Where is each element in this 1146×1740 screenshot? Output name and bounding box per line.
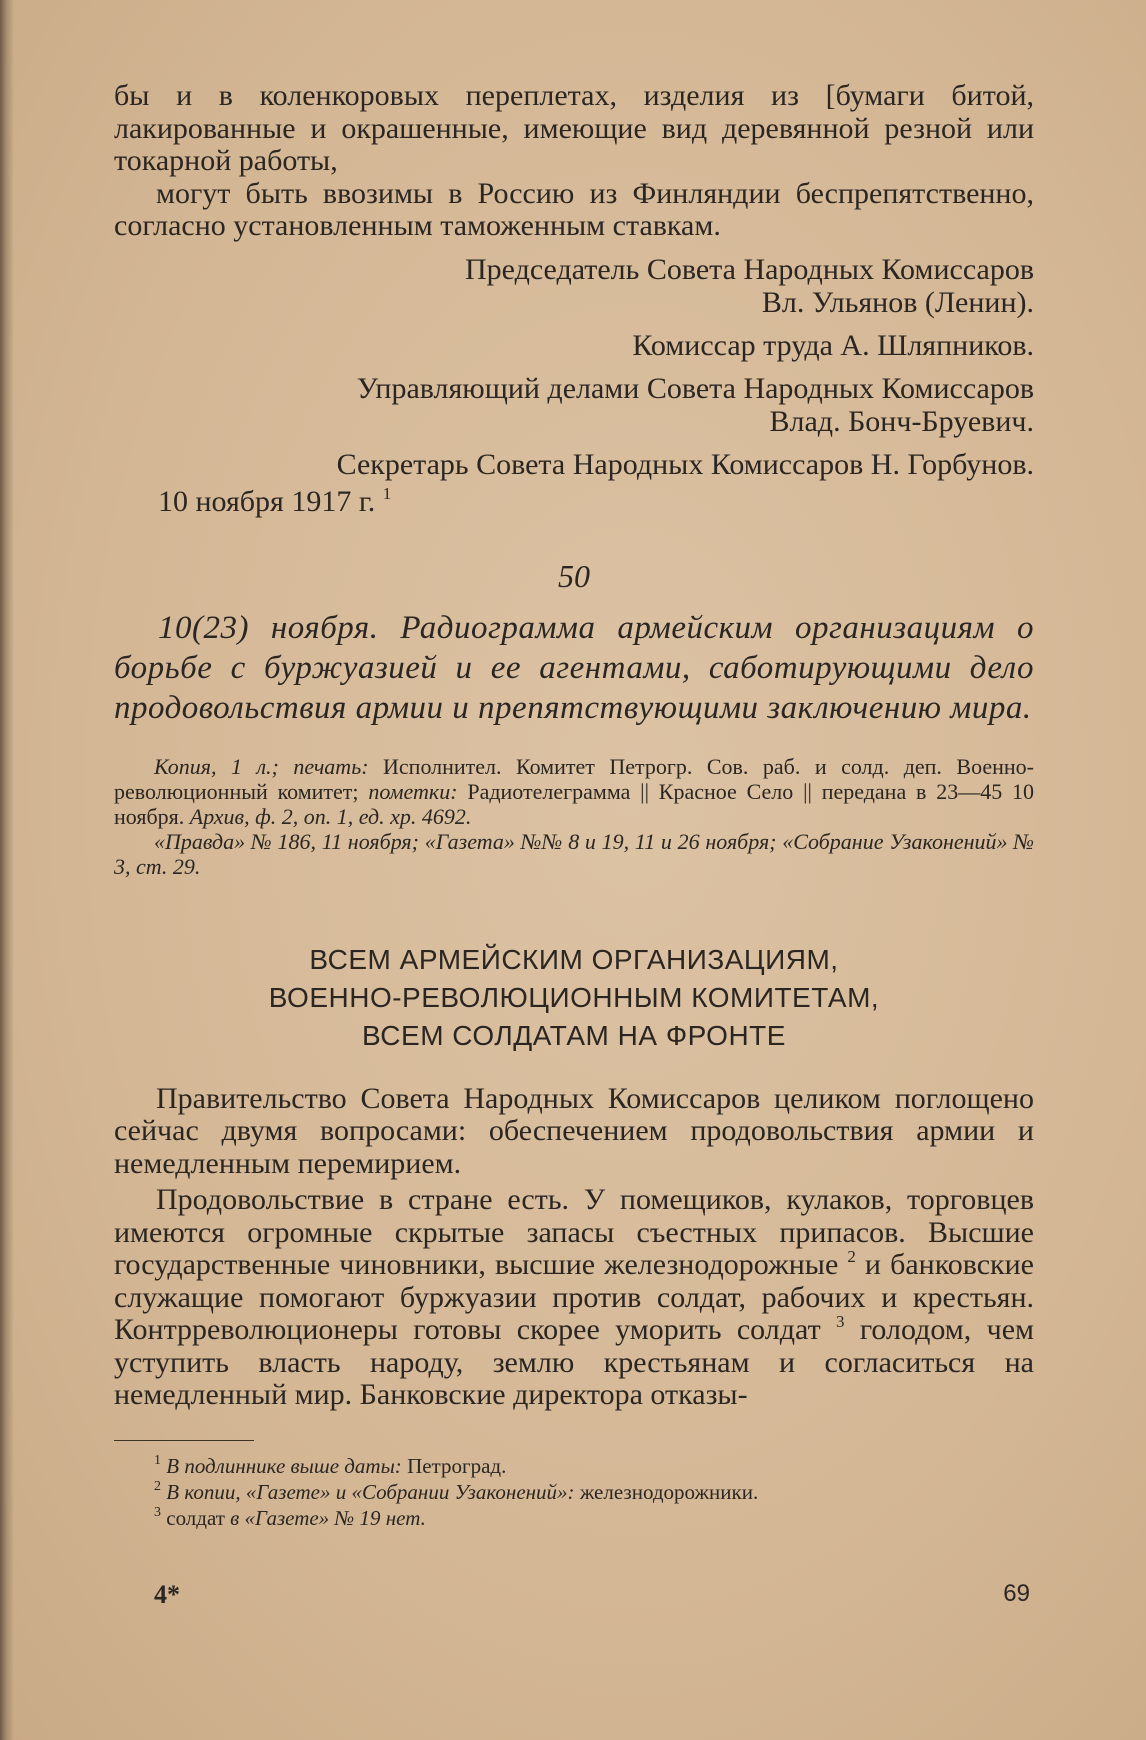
document-heading bbox=[114, 941, 1034, 1055]
heading-line-2: ВОЕННО-РЕВОЛЮЦИОННЫМ КОМИТЕТАМ, bbox=[268, 981, 880, 1013]
page-number: 69 bbox=[1003, 1580, 1030, 1607]
source-publications: «Правда» № 186, 11 ноября; «Газета» №№ 8 и 19, 11 и 26 ноября; «Собрание Узаконений» № 3, ст. 29. bbox=[114, 828, 1034, 879]
source-archive: Копия, 1 л.; печать: Исполнител. Комитет Петрогр. Сов. раб. и солд. деп. Военно-революционный комитет; пометки: Радиотелеграмма || Красное Село || передана в 23—45 10 ноября. Архив, ф. 2, оп. 1, ед. хр. 4692. bbox=[114, 753, 1034, 829]
source-notes bbox=[114, 754, 1034, 879]
footnote-3: $^3$ солдат в «Газете» № 19 нет. bbox=[154, 1504, 426, 1530]
page-left-edge bbox=[0, 0, 14, 1740]
footnotes bbox=[114, 1453, 1034, 1531]
manager-name: Влад. Бонч-Бруевич. bbox=[769, 404, 1034, 438]
labour-commissar: Комиссар труда А. Шляпников. bbox=[632, 328, 1034, 362]
text-continuation: бы и в коленкоровых переплетах, изделия из [бумаги битой, лакированные и окрашенные, имеющие вид деревянной резной или токарной работы, bbox=[114, 79, 1034, 177]
footnote-ref: 3 bbox=[836, 1312, 845, 1331]
manager-title: Управляющий делами Совета Народных Комиссаров bbox=[356, 371, 1034, 405]
signature-mark: 4* bbox=[154, 1580, 180, 1609]
footnote-ref: 1 bbox=[382, 483, 392, 503]
heading-line-3: ВСЕМ СОЛДАТАМ НА ФРОНТЕ bbox=[362, 1019, 786, 1051]
main-paragraph-1: Правительство Совета Народных Комиссаров целиком поглощено сейчас двумя вопросами: обеспечением продовольствия армии и немедленным перемирием. bbox=[114, 1081, 1034, 1180]
footnote-divider bbox=[114, 1440, 254, 1441]
secretary: Секретарь Совета Народных Комиссаров Н. Горбунов. bbox=[336, 447, 1034, 481]
page-content bbox=[114, 80, 1034, 1531]
footnote-2: $^2$ В копии, «Газете» и «Собрании Узаконений»: железнодорожники. bbox=[154, 1478, 759, 1504]
footnote-1: $^1$ В подлиннике выше даты: Петроград. bbox=[154, 1452, 507, 1478]
date-text: 10 ноября 1917 г. bbox=[158, 484, 376, 518]
page-footer bbox=[154, 1580, 1034, 1620]
signature-block bbox=[114, 253, 1034, 481]
document-summary: 10(23) ноября. Радиограмма армейским организациям о борьбе с буржуазией и ее агентами, саботирующими дело продовольствия армии и препятствующими заключению мира. bbox=[114, 609, 1034, 726]
chairman-name: Вл. Ульянов (Ленин). bbox=[761, 285, 1034, 319]
document-date bbox=[114, 485, 1034, 518]
main-text bbox=[114, 1083, 1034, 1412]
main-paragraph-2: Продовольствие в стране есть. У помещиков, кулаков, торговцев имеются огромные скрытые запасы съестных припасов. Высшие государственные чиновники, высшие железнодорожные $^2$ и банковские служащие помогают буржуазии против солдат, рабочих и крестьян. Контрреволюционеры готовы скорее уморить солдат $^3$ голодом, чем уступить власть народу, землю крестьянам и согласиться на немедленный мир. Банковские директора отказы- bbox=[114, 1183, 1035, 1411]
chairman-title: Председатель Совета Народных Комиссаров bbox=[465, 252, 1034, 286]
heading-line-1: ВСЕМ АРМЕЙСКИМ ОРГАНИЗАЦИЯМ, bbox=[309, 943, 839, 975]
footnote-ref: 2 bbox=[847, 1247, 856, 1266]
document-number: 50 bbox=[558, 557, 590, 594]
text-paragraph: могут быть ввозимы в Россию из Финляндии беспрепятственно, согласно установленным таможенным ставкам. bbox=[114, 176, 1034, 242]
